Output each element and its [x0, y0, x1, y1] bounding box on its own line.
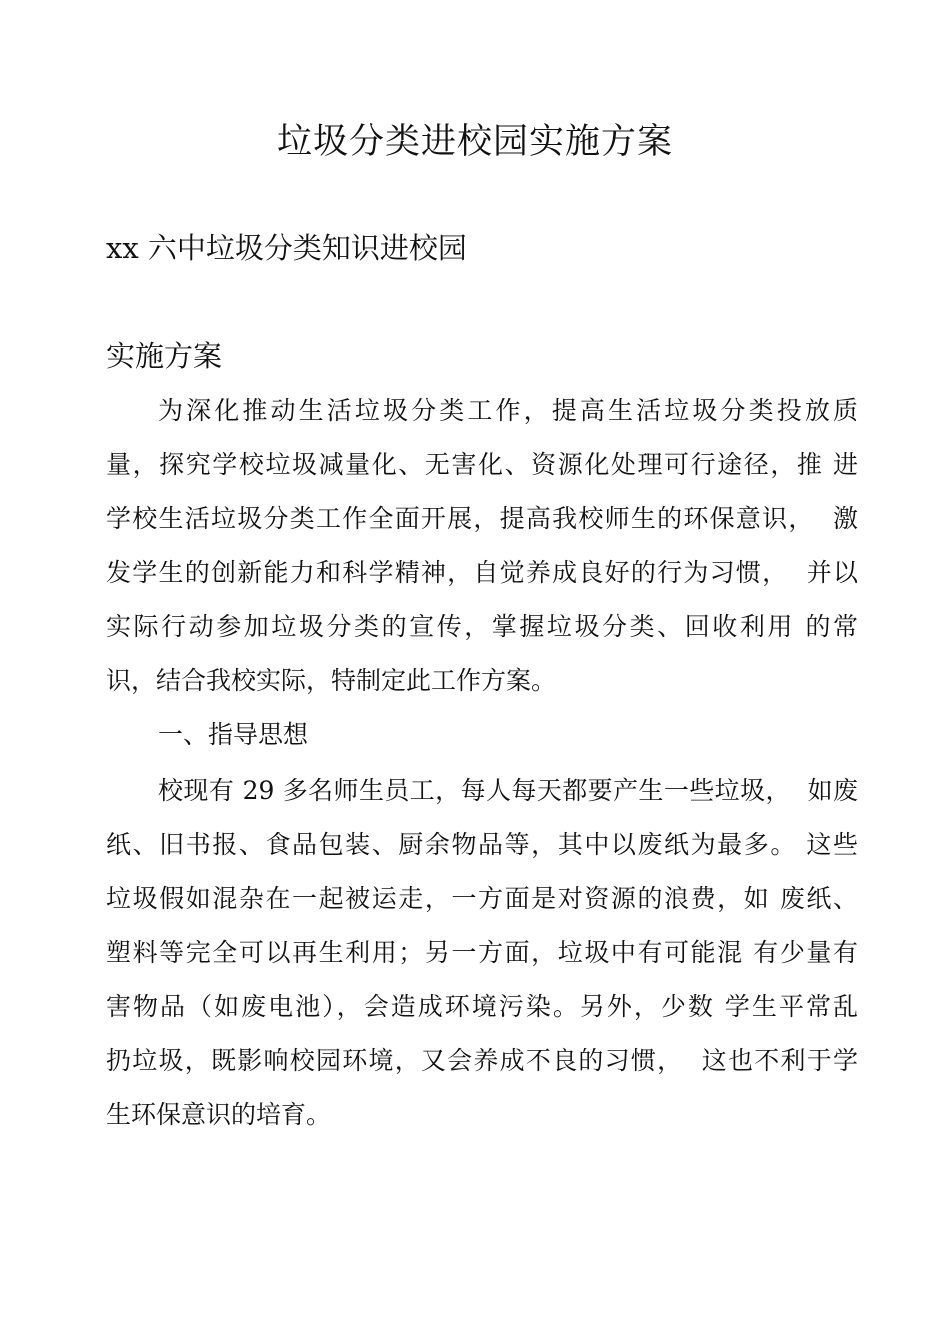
document-subtitle: xx 六中垃圾分类知识进校园 — [106, 231, 467, 265]
paragraph-line: 校现有 29 多名师生员工，每人每天都要产生一些垃圾， 如废 — [158, 776, 858, 805]
paragraph-line: 为深化推动生活垃圾分类工作，提高生活垃圾分类投放质 — [158, 396, 858, 425]
paragraph-line: 发学生的创新能力和科学精神，自觉养成良好的行为习惯， 并以 — [106, 558, 858, 587]
document-title: 垃圾分类进校园实施方案 — [276, 122, 673, 162]
paragraph-line: 垃圾假如混杂在一起被运走，一方面是对资源的浪费，如 废纸、 — [106, 884, 858, 913]
paragraph-line: 扔垃圾，既影响校园环境，又会养成不良的习惯， 这也不利于学 — [106, 1046, 858, 1075]
paragraph-line: 识，结合我校实际，特制定此工作方案。 — [106, 666, 557, 695]
paragraph-line: 生环保意识的培育。 — [106, 1100, 332, 1129]
section-heading: 实施方案 — [106, 339, 223, 373]
paragraph-line: 害物品（如废电池），会造成环境污染。另外，少数 学生平常乱 — [106, 992, 858, 1021]
paragraph-line: 学校生活垃圾分类工作全面开展，提高我校师生的环保意识， 激 — [106, 504, 858, 533]
paragraph-line: 塑料等完全可以再生利用；另一方面，垃圾中有可能混 有少量有 — [106, 938, 858, 967]
heading-guiding-ideology: 一、指导思想 — [158, 720, 309, 749]
paragraph-line: 纸、旧书报、食品包装、厨余物品等，其中以废纸为最多。 这些 — [106, 830, 858, 859]
paragraph-line: 实际行动参加垃圾分类的宣传，掌握垃圾分类、回收利用 的常 — [106, 612, 858, 641]
paragraph-line: 量，探究学校垃圾减量化、无害化、资源化处理可行途径，推 进 — [106, 450, 858, 479]
